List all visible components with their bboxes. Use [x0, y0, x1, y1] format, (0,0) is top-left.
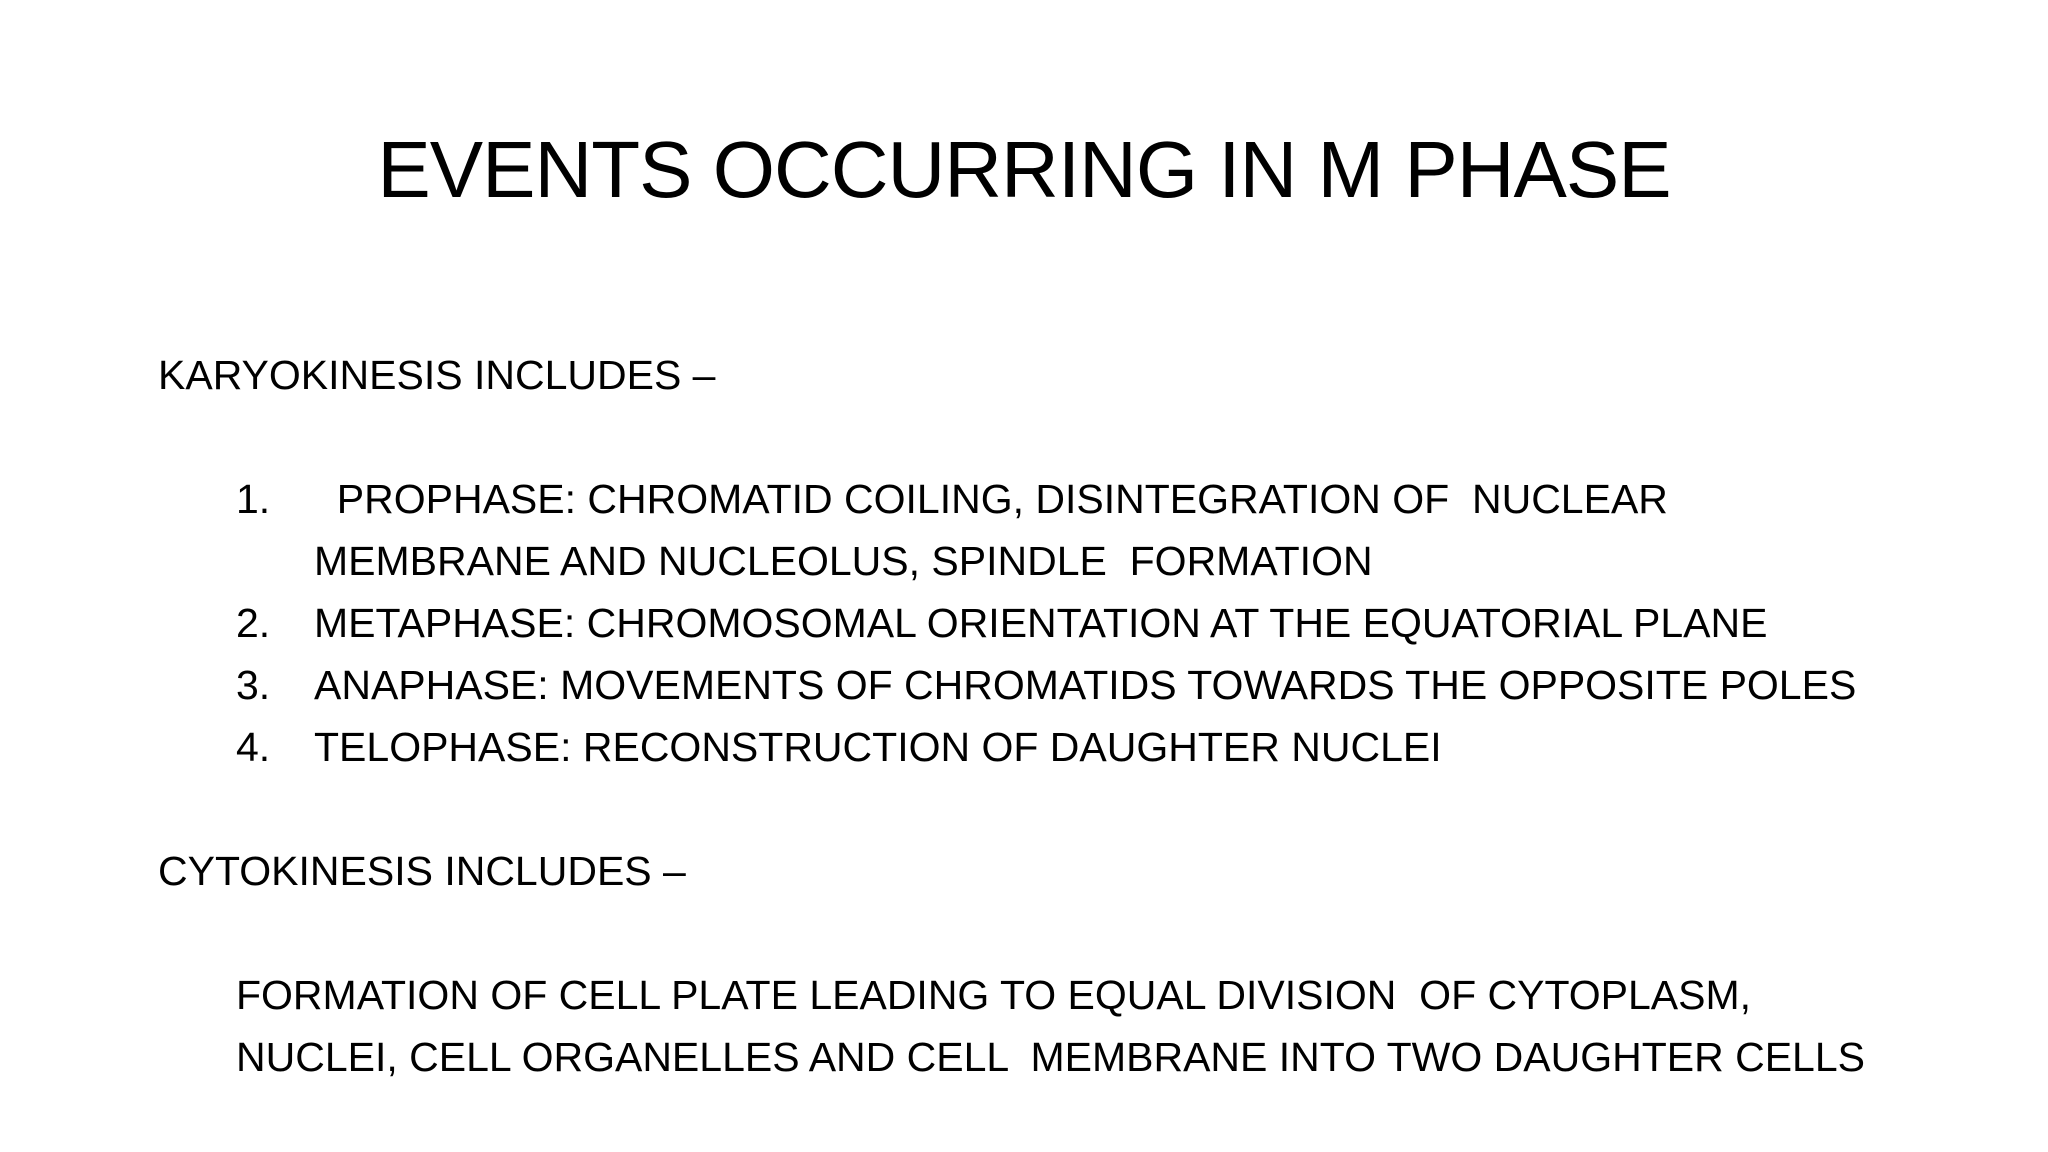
- karyokinesis-heading: KARYOKINESIS INCLUDES –: [158, 352, 716, 398]
- step-prophase: [158, 468, 2008, 592]
- spacer: [158, 902, 2008, 964]
- slide-title: EVENTS OCCURRING IN M PHASE: [377, 125, 1671, 214]
- spacer: [158, 778, 2008, 840]
- step-line: MEMBRANE AND NUCLEOLUS, SPINDLE FORMATION: [314, 538, 1373, 584]
- step-line: METAPHASE: CHROMOSOMAL ORIENTATION AT THE EQUATORIAL PLANE: [314, 600, 1768, 646]
- karyokinesis-steps: [158, 468, 2008, 778]
- step-text: [314, 468, 1914, 592]
- step-metaphase: [158, 592, 2008, 654]
- step-line: TELOPHASE: RECONSTRUCTION OF DAUGHTER NUCLEI: [314, 724, 1442, 770]
- step-anaphase: [158, 654, 2008, 716]
- step-number: 4.: [236, 724, 271, 770]
- step-number: 1.: [236, 476, 271, 522]
- cytokinesis-heading: CYTOKINESIS INCLUDES –: [158, 848, 686, 894]
- slide-body: [158, 344, 2008, 1088]
- step-text: [314, 716, 1914, 778]
- step-text: [314, 592, 1914, 654]
- step-line: ANAPHASE: MOVEMENTS OF CHROMATIDS TOWARDS THE OPPOSITE POLES: [314, 662, 1857, 708]
- description-line: NUCLEI, CELL ORGANELLES AND CELL MEMBRANE INTO TWO DAUGHTER CELLS: [236, 1034, 1866, 1080]
- step-text: [314, 654, 1914, 716]
- cytokinesis-description: [236, 964, 1936, 1088]
- step-telophase: [158, 716, 2008, 778]
- spacer: [158, 406, 2008, 468]
- step-number: 2.: [236, 600, 271, 646]
- step-line: PROPHASE: CHROMATID COILING, DISINTEGRATION OF NUCLEAR: [314, 476, 1668, 522]
- step-number: 3.: [236, 662, 271, 708]
- description-line: FORMATION OF CELL PLATE LEADING TO EQUAL DIVISION OF CYTOPLASM,: [236, 972, 1752, 1018]
